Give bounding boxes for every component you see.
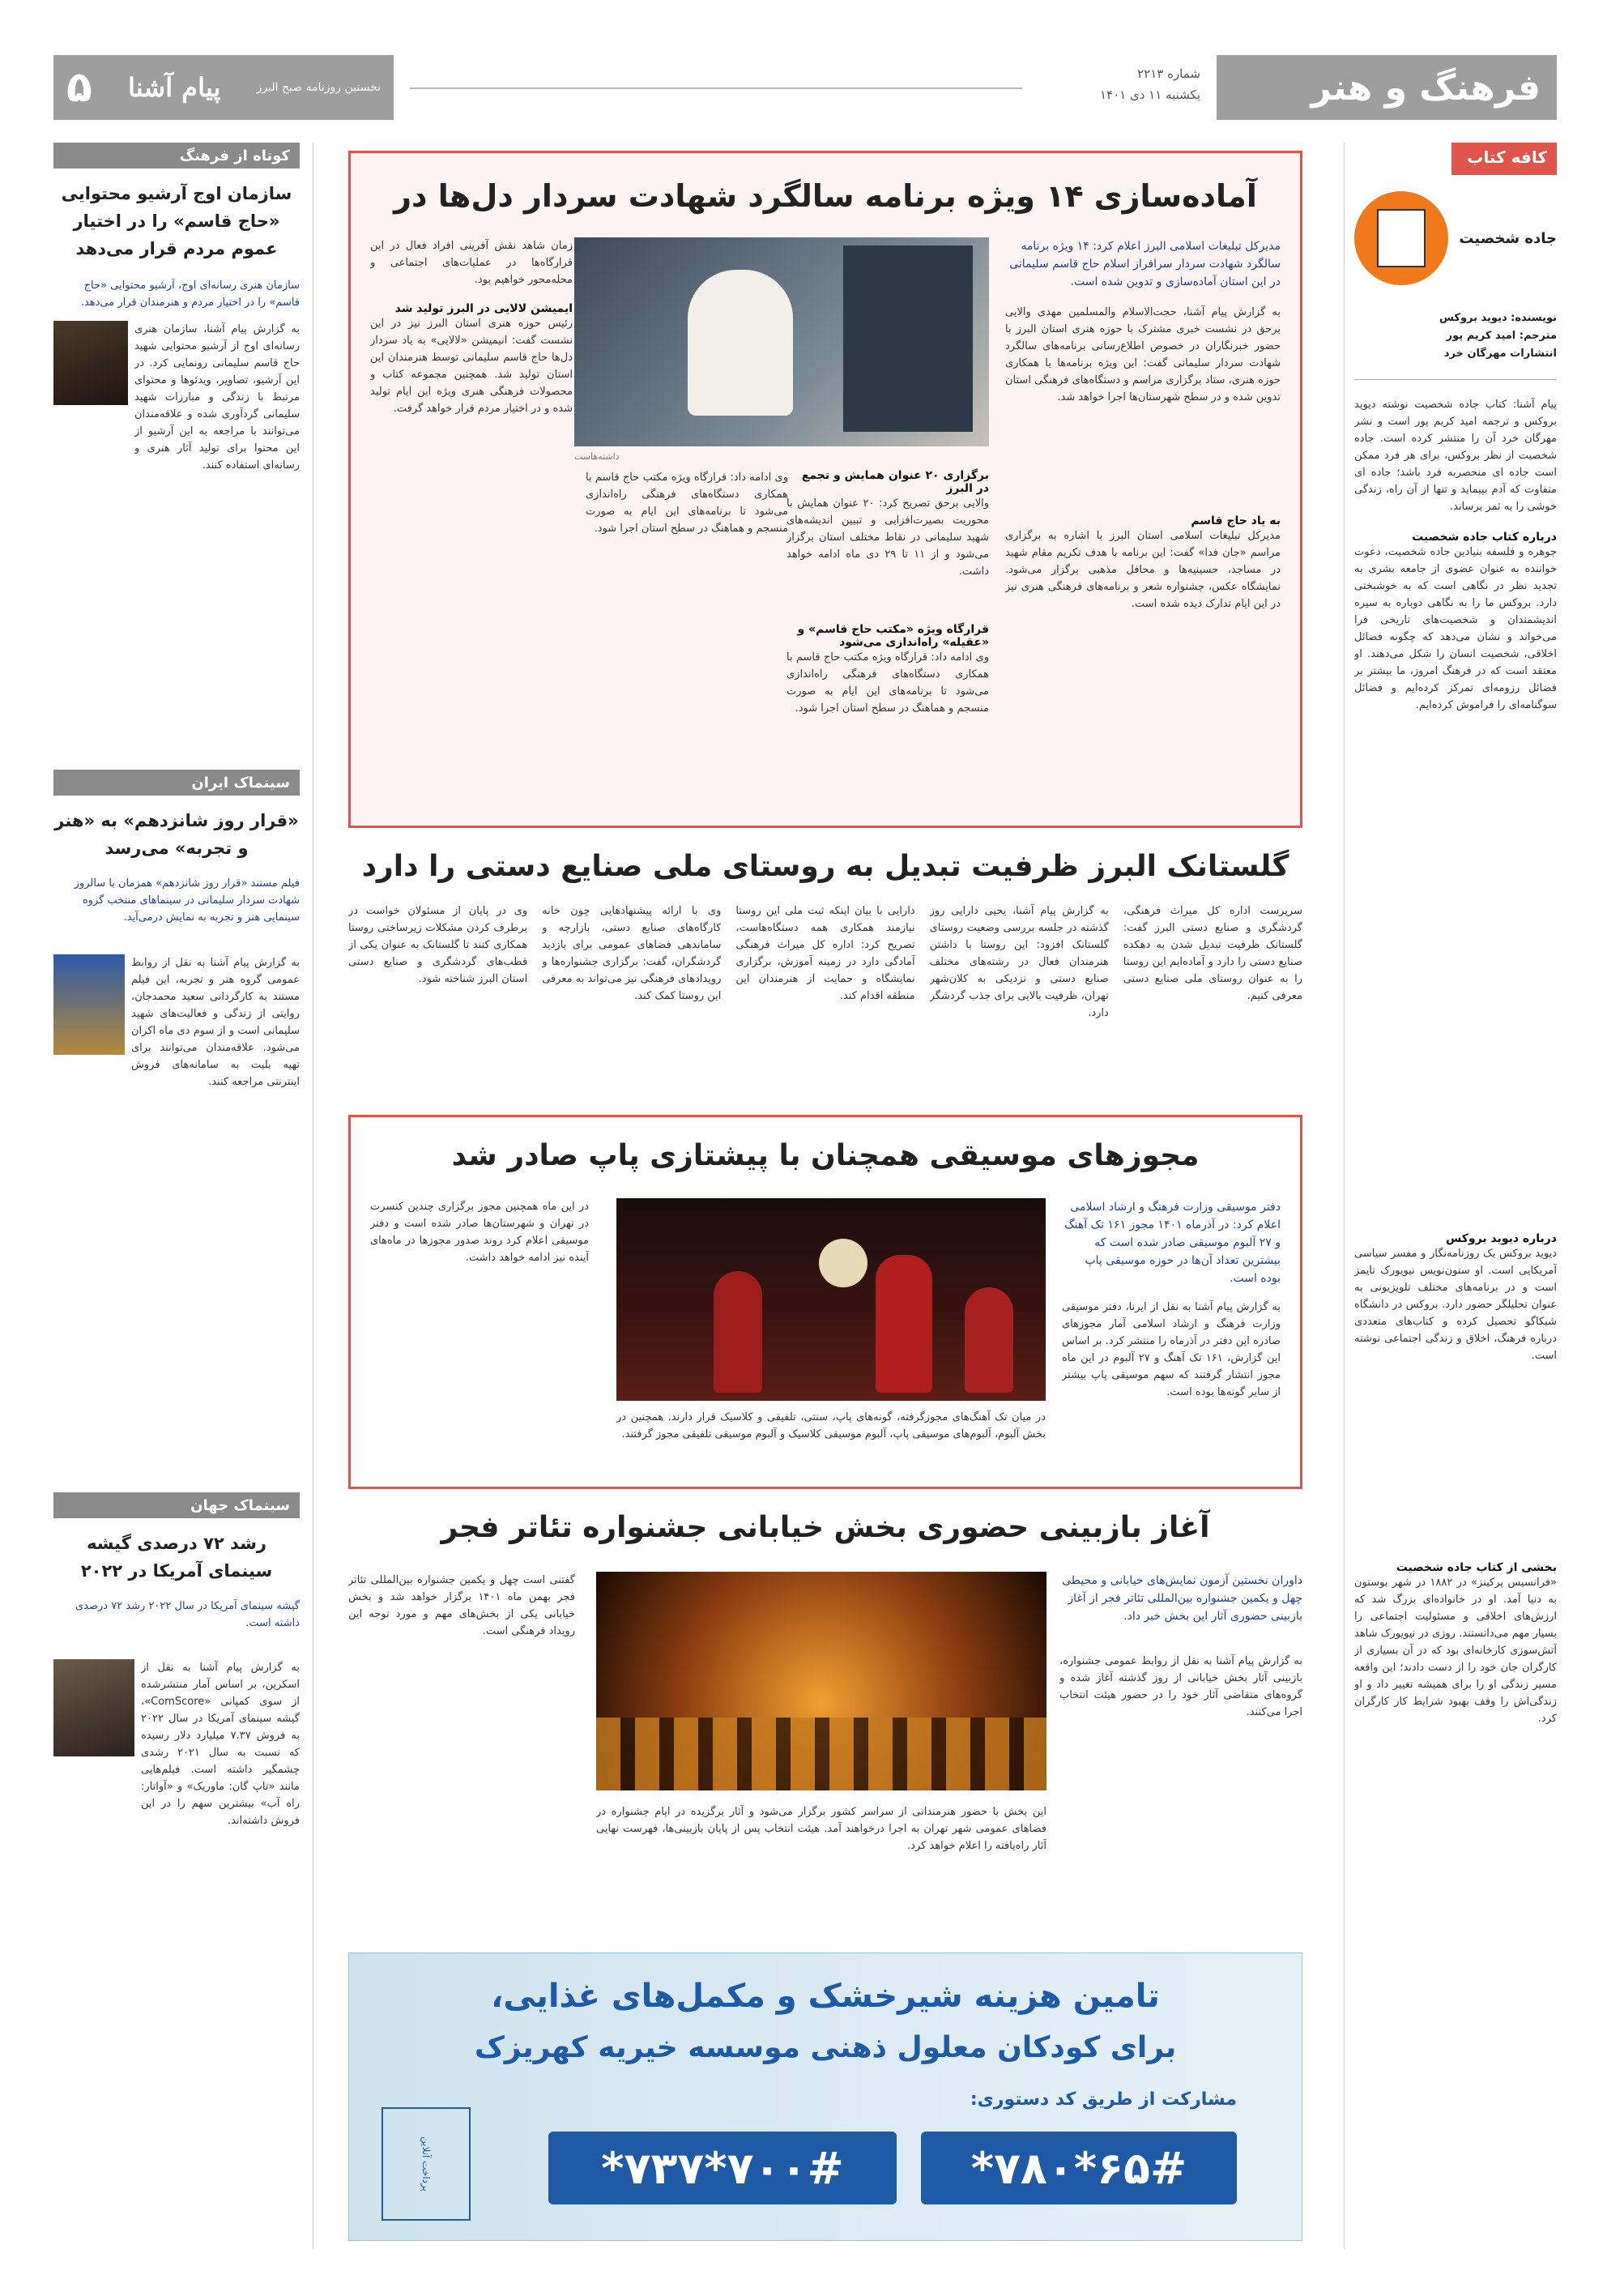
box3-lead: گیشه سینمای آمریکا در سال ۲۰۲۲ رشد ۷۲ درصدی داشته است.	[75, 1600, 300, 1629]
performer-figure-1	[876, 1255, 932, 1393]
story4-body2: این بخش با حضور هنرمندانی از سراسر کشور برگزار می‌شود و آثار برگزیده در ایام جشنواره در فضاهای عمومی شهر تهران به اجرا درخواهند آمد. هیئت انتخاب پس از پایان بازبینی‌ها، فهرست نهایی آثار راه‌یافته را اعلام خواهد کرد.	[596, 1806, 1046, 1852]
book-title: جاده شخصیت	[1459, 229, 1557, 247]
issue-info	[1038, 63, 1200, 105]
story4-body3: گفتنی است چهل و یکمین جشنواره بین‌المللی تئاتر فجر بهمن ماه ۱۴۰۱ برگزار خواهد شد و بخش خیابانی یکی از بخش‌های مهم و مورد توجه این رویداد فرهنگی است.	[348, 1574, 575, 1637]
photo-speaker-figure	[688, 270, 793, 416]
ad-code1[interactable]: *۷۸۰*۶۵#	[921, 2132, 1237, 2204]
tagline: نخستین روزنامه صبح البرز	[256, 81, 381, 94]
story2-title: گلستانک البرز ظرفیت تبدیل به روستای ملی صنایع دستی را دارد	[361, 850, 1289, 883]
ad-line1: تامین هزینه شیرخشک و مکمل‌های غذایی،	[491, 1978, 1160, 2015]
column-divider-right	[1344, 143, 1345, 2249]
lead-story-body6: رئیس حوزه هنری استان البرز نیز در این نشست گفت: انیمیشن «لالایی» به یاد سردار دل‌ها حاج قاسم سلیمانی توسط هنرمندان این استان تولید شد. همچنین مجموعه کتاب و محصولات فرهنگی هنری ویژه این ایام تولید شده و در اختیار مردم قرار خواهد گرفت.	[370, 318, 573, 415]
book-excerpt-text: «فرانسیس پرکینز» در ۱۸۸۲ در شهر بوستون به دنیا آمد. او در خانواده‌ای بزرگ شد که ارزش‌های اخلاقی و مسئولیت اجتماعی را بسیار مهم می‌دانستند. روزی در نیویورک شاهد آتش‌سوزی کارخانه‌ای بود که در آن بسیاری از کارگران جان خود را از دست دادند؛ این واقعه مسیر زندگی او را برای همیشه تغییر داد و او زندگی‌اش را وقف بهبود شرایط کار کارگران کرد.	[1354, 1577, 1557, 1725]
section-title: فرهنگ و هنر	[1311, 66, 1541, 109]
box1-title: سازمان اوج آرشیو محتوایی «حاج قاسم» را در اختیار عموم مردم قرار می‌دهد	[61, 184, 292, 258]
book-sub-about: درباره کتاب جاده شخصیت	[1412, 531, 1557, 544]
story3-body1: به گزارش پیام آشنا به نقل از ایرنا، دفتر موسیقی وزارت فرهنگ و ارشاد اسلامی آمار مجوزهای صادره این دفتر در آذرماه را منتشر کرد. بر اساس این گزارش، ۱۶۱ تک آهنگ و ۲۷ آلبوم در این ماه مجوز انتشار گرفتند که سهم موسیقی پاپ بیشتر از سایر گونه‌ها بوده است.	[1062, 1301, 1281, 1398]
story3-col3	[370, 1198, 589, 1466]
book-author-text: دیوید بروکس یک روزنامه‌نگار و مفسر سیاسی آمریکایی است. او ستون‌نویس نیویورک تایمز است و در برنامه‌های مختلف تلویزیونی به عنوان تحلیلگر حضور دارد. بروکس در دانشگاه شیکاگو تحصیل کرده و کتاب‌های متعددی درباره فرهنگ، اخلاق و زندگی اجتماعی نوشته است.	[1354, 1248, 1557, 1362]
book-cafe-badge: کافه کتاب	[1451, 143, 1557, 175]
lead-story-sub1: به یاد حاج قاسم	[1191, 514, 1281, 527]
ad-qr-block[interactable]	[382, 2107, 471, 2221]
story2-col4: وی با ارائه پیشنهادهایی چون خانه کارگاه‌های صنایع دستی، بازارچه و ساماندهی فضاهای عمومی برای بازدید گردشگران، گفت: برگزاری جشنواره‌ها و رویدادهای فرهنگی نیز می‌تواند به معرفی این روستا کمک کند.	[542, 905, 722, 1002]
photo-banner	[843, 245, 973, 432]
lead-story-lead-col	[1005, 237, 1281, 547]
box2-title: «قرار روز شانزدهم» به «هنر و تجربه» می‌رسد	[54, 811, 299, 858]
box1-photo	[53, 321, 128, 405]
story4-lead: داوران نخستین آزمون نمایش‌های خیابانی و محیطی چهل و یکمین جشنواره بین‌المللی تئاتر فجر از آغاز بازبینی حضوری آثار این بخش خبر داد.	[1062, 1574, 1302, 1623]
story3-body2: در میان تک آهنگ‌های مجوزگرفته، گونه‌های پاپ، سنتی، تلفیقی و کلاسیک قرار دارند. همچنین در بخش آلبوم، آلبوم‌های موسیقی پاپ، آلبوم موسیقی کلاسیک و آلبوم موسیقی تلفیقی مجوز گرفتند.	[616, 1411, 1046, 1440]
story3-title: مجوزهای موسیقی همچنان با پیشتازی پاپ صادر شد	[451, 1139, 1200, 1172]
section-title-band	[1217, 55, 1557, 120]
drum-icon	[819, 1239, 867, 1287]
story4-photo	[596, 1572, 1046, 1790]
book-sub-excerpt: بخشی از کتاب جاده شخصیت	[1396, 1561, 1557, 1574]
story3-lead: دفتر موسیقی وزارت فرهنگ و ارشاد اسلامی اعلام کرد: در آذرماه ۱۴۰۱ مجوز ۱۶۱ تک آهنگ و ۲۷ آلبوم موسیقی صادر شده است که بیشترین تعداد آن‌ها در حوزه موسیقی پاپ بوده است.	[1064, 1201, 1281, 1285]
story3-lead-col	[1062, 1198, 1281, 1469]
book-sub-author: درباره دیوید بروکس	[1446, 1232, 1557, 1245]
box1-head: کوتاه از فرهنگ	[53, 143, 300, 169]
box2-lead: فیلم مستند «قرار روز شانزدهم» همزمان با سالروز شهادت سردار سلیمانی در سینماهای منتخب گروه سینمایی هنر و تجربه به نمایش درمی‌آید.	[74, 877, 300, 924]
lead-story-body4b: وی ادامه داد: قرارگاه ویژه مکتب حاج قاسم با همکاری دستگاه‌های فرهنگی راه‌اندازی می‌شود تا برنامه‌های این ایام به صورت منسجم و هماهنگ در سطح استان اجرا شود.	[586, 472, 788, 535]
story3-box	[348, 1115, 1302, 1489]
box1-body: به گزارش پیام آشنا، سازمان هنری رسانه‌ای اوج از آرشیو محتوایی شهید حاج قاسم سلیمانی رونمایی کرد. در این آرشیو، تصاویر، ویدئوها و محتوای مرتبط با زندگی و مبارزات شهید سلیمانی گردآوری شده و علاقه‌مندان می‌توانند با مراجعه به این آرشیو از این محتوا برای تولید آثار هنری و رسانه‌ای استفاده کنند.	[134, 323, 300, 472]
left-column	[53, 143, 300, 2241]
lead-story-body1: به گزارش پیام آشنا، حجت‌الاسلام والمسلمین مهدی والایی برحق در نشست خبری مشترک با حوزه هنری استان البرز با حضور خبرنگاران در خصوص اطلاع‌رسانی برنامه‌های سالگرد شهادت سردار سلیمانی گفت: این ویژه برنامه‌ها با همکاری حوزه هنری، ستاد برگزاری مراسم و دستگاه‌های فرهنگی استان تدوین شده و در سطح شهرستان‌ها اجرا خواهد شد.	[1005, 306, 1281, 403]
box3-title: رشد ۷۲ درصدی گیشه سینمای آمریکا در ۲۰۲۲	[80, 1534, 273, 1581]
lead-story-sub3: قرارگاه ویژه «مکتب حاج قاسم» و «عقیله» راه‌اندازی می‌شود	[797, 623, 989, 649]
box2-poster	[53, 954, 125, 1055]
lead-story-col4	[370, 237, 573, 769]
lead-story-sub2: برگزاری ۲۰ عنوان همایش و تجمع در البرز	[801, 469, 989, 495]
lead-story-col5	[586, 469, 788, 785]
story4-body1: به گزارش پیام آشنا به نقل از روابط عمومی جشنواره، بازبینی آثار بخش خیابانی از روز گذشته آغاز شده و گروه‌های متقاضی آثار خود را در حضور هیئت انتخاب اجرا می‌کنند.	[1059, 1655, 1302, 1718]
lead-story-body5: زمان شاهد نقش آفرینی افراد فعال در این قرارگاه‌ها در عملیات‌های اجتماعی و محله‌محور خواهیم بود.	[370, 240, 573, 286]
lead-story-caption: داشته‌هاست	[574, 451, 620, 462]
story4-col3	[348, 1572, 575, 1928]
story3-body3: در این ماه همچنین مجوز برگزاری چندین کنسرت در تهران و شهرستان‌ها صادر شده است و دفتر موسیقی اعلام کرد روند صدور مجوزها در ماه‌های آینده نیز ادامه خواهد داشت.	[370, 1201, 589, 1264]
story2-col2: به گزارش پیام آشنا، یحیی دارایی روز گذشته در جلسه بررسی وضعیت روستای گلستانک افزود: این روستا با داشتن هنرمندان فعال در رشته‌های مختلف صنایع دستی و نزدیکی به کلان‌شهر تهران، ظرفیت بالایی برای جذب گردشگر دارد.	[929, 905, 1109, 1019]
box2-body: به گزارش پیام آشنا به نقل از روابط عمومی گروه هنر و تجربه، این فیلم مستند به کارگردانی سعید محمدجان، روایتی از زندگی و فعالیت‌های شهید سلیمانی است و از سوم دی ماه اکران می‌شود. علاقه‌مندان می‌توانند برای تهیه بلیت به سامانه‌های فروش اینترنتی مراجعه کنند.	[131, 957, 300, 1088]
header-rule	[410, 87, 1022, 89]
story2-col5: وی در پایان از مسئولان خواست در برطرف کردن مشکلات زیرساختی روستا همکاری کنند تا گلستانک به عنوان یکی از قطب‌های گردشگری و صنایع دستی استان البرز شناخته شود.	[347, 905, 528, 985]
masthead-band	[53, 55, 394, 120]
lead-story-photo	[574, 237, 989, 446]
book-cafe-column	[1354, 143, 1557, 2241]
story3-col2	[616, 1409, 1046, 1474]
story3-photo	[616, 1198, 1046, 1401]
box1-lead: سازمان هنری رسانه‌ای اوج، آرشیو محتوایی «حاج قاسم» را در اختیار مردم و هنرمندان قرار می‌دهد.	[80, 280, 300, 309]
story4-title: آغاز بازبینی حضوری بخش خیابانی جشنواره تئاتر فجر	[441, 1511, 1210, 1544]
performer-figure-2	[714, 1271, 762, 1393]
lead-story-title: آماده‌سازی ۱۴ ویژه برنامه سالگرد شهادت سردار دل‌ها در	[394, 178, 1257, 214]
ad-side-label: پرداخت آنلاین	[420, 2136, 432, 2191]
book-publisher: انتشارات مهرگان خرد	[1443, 348, 1557, 360]
book-cover	[1354, 191, 1448, 285]
ad-line3: مشارکت از طریق کد دستوری:	[970, 2089, 1237, 2110]
box2-head: سینماک ایران	[53, 770, 300, 796]
charity-ad	[348, 1952, 1302, 2241]
ad-code2[interactable]: *۷۳۷*۷۰۰#	[548, 2132, 897, 2204]
story4-block	[348, 1504, 1302, 1941]
issue-number: شماره ۲۲۱۳	[1137, 66, 1200, 81]
lead-story-lead: مدیرکل تبلیغات اسلامی البرز اعلام کرد: ۱۴ ویژه برنامه سالگرد شهادت سردار سرافراز اسلام حاج قاسم سلیمانی در این استان آماده‌سازی و تدوین شده است.	[1009, 240, 1281, 288]
header-bar	[53, 55, 1557, 120]
box3-photo	[53, 1659, 134, 1756]
book-about-text: جوهره و فلسفه بنیادین جاده شخصیت، دعوت خواننده به عنوان عضوی از جامعه بشری به تجدید نظر در نگاهی است که به خوشبختی دارد. بروکس ما را به نگاهی دوباره به سیره اندیشمندان و شخصیت‌های تاریخی فرا می‌خواند و نشان می‌دهد که چگونه فضائل اخلاقی، شخصیت انسان را شکل می‌دهند. او معتقد است که در فرهنگ امروز، ما بیشتر بر فضائل رزومه‌ای تمرکز کرده‌ایم و فضائل سوگنامه‌ای را فراموش کرده‌ایم.	[1354, 546, 1557, 711]
lead-story-col2	[1005, 514, 1281, 803]
ad-line2: برای کودکان معلول ذهنی موسسه خیریه کهریزک	[474, 2031, 1177, 2064]
performer-figure-3	[965, 1287, 1013, 1393]
lead-story-col3	[786, 469, 989, 803]
story4-col2	[596, 1803, 1046, 1933]
book-author: نویسنده: دیوید بروکس	[1439, 312, 1557, 324]
box3-body: به گزارش پیام آشنا به نقل از اسکرین، بر اساس آمار منتشرشده از سوی کمپانی «ComScore»، گیشه سینمای آمریکا در سال ۲۰۲۲ به فروش ۷.۳۷ میلیارد دلار رسیده که نسبت به سال ۲۰۲۱ رشدی چشمگیر داشته است. فیلم‌هایی مانند «تاپ گان: ماوریک» و «آواتار: راه آب» بیشترین سهم را در این فروش داشته‌اند.	[141, 1662, 300, 1827]
story4-lead-col	[1059, 1572, 1302, 1928]
box3-head: سینماک جهان	[53, 1492, 300, 1518]
page-number: ۵	[66, 63, 92, 112]
book-translator: مترجم: امید کریم پور	[1446, 330, 1557, 342]
story2-col3: دارایی با بیان اینکه ثبت ملی این روستا نیازمند همکاری همه دستگاه‌هاست، تصریح کرد: اداره کل میراث فرهنگی آمادگی دارد در زمینه آموزش، برگزاری نمایشگاه و حمایت از هنرمندان این منطقه اقدام کند.	[735, 905, 915, 1002]
lead-story-body2: مدیرکل تبلیغات اسلامی استان البرز با اشاره به برگزاری مراسم «جان فدا» گفت: این برنامه با هدف تکریم مقام شهید در مساجد، حسینیه‌ها و محافل مذهبی برگزار می‌شود. نمایشگاه عکس، جشنواره شعر و برنامه‌های فرهنگی هنری نیز در این ایام تدارک دیده شده است.	[1005, 530, 1281, 610]
story2-col1: سرپرست اداره کل میراث فرهنگی، گردشگری و صنایع دستی البرز گفت: گلستانک ظرفیت تبدیل شدن به دهکده صنایع دستی را دارد و آماده‌ایم این روستا را به عنوان روستای ملی صنایع دستی معرفی کنیم.	[1123, 905, 1302, 1002]
lead-story-box	[348, 151, 1302, 828]
story2-cols	[348, 903, 1302, 1089]
book-intro: پیام آشنا: کتاب جاده شخصیت نوشته دیوید بروکس و ترجمه امید کریم پور است و نشر مهرگان خرد آن را منتشر کرده است. جاده شخصیت از نظر بروکس، برای هر فرد ممکن است جاده ای منحصربه فرد باشد؛ جاده ای متفاوت که آدم بپیماید و تنها از آن راه، زندگی خوشی را به ثمر برساند.	[1354, 399, 1557, 513]
lead-story-body3: والایی برحق تصریح کرد: ۲۰ عنوان همایش با محوریت بصیرت‌افزایی و تبیین اندیشه‌های شهید سلیمانی در نقاط مختلف استان برگزار می‌شود و از ۱۱ تا ۲۹ دی ماه ادامه خواهد داشت.	[786, 497, 989, 578]
stage-lights	[596, 1718, 1046, 1790]
lead-story-sub4: ایمیشن لالایی در البرز تولید شد	[394, 302, 573, 315]
story2-block	[348, 843, 1302, 1094]
lead-story-body4: وی ادامه داد: قرارگاه ویژه مکتب حاج قاسم با همکاری دستگاه‌های فرهنگی راه‌اندازی می‌شود تا برنامه‌های این ایام به صورت منسجم و هماهنگ در سطح استان اجرا شود.	[786, 651, 989, 715]
logo: پیام آشنا	[128, 72, 221, 103]
issue-date: یکشنبه ۱۱ دی ۱۴۰۱	[1099, 87, 1200, 102]
book-cafe-header	[1354, 191, 1557, 285]
book-cover-inner-icon	[1377, 209, 1426, 267]
